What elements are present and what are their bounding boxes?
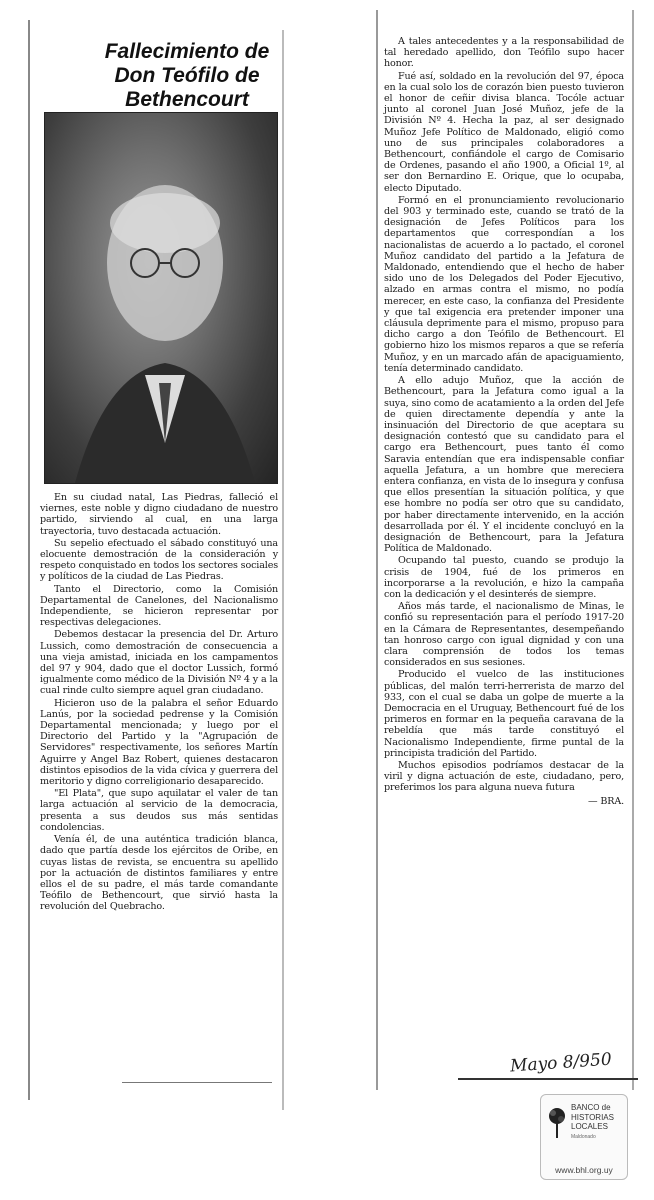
headline-line-3: Bethencourt: [125, 88, 249, 111]
logo-wordmark: [571, 1103, 625, 1142]
headline-line-1: Fallecimiento de: [104, 40, 270, 63]
right-paragraph: Ocupando tal puesto, cuando se produjo la crisis de 1904, fué de los primeros en incorporarse a la revolución, e hizo la campaña con la dedicación y el desinterés de siempre.: [384, 555, 624, 600]
bottom-rule-left: [122, 1082, 272, 1083]
banco-historias-locales-logo: [540, 1094, 628, 1180]
right-paragraph: Formó en el pronunciamiento revolucionario del 903 y terminado este, cuando se trató de la designación de Jefes Políticos para los departamentos que correspondían a los nacionalistas de acuerdo a lo pactado, el coronel Muñoz candidato del partido a la Jefatura de Maldonado, entendiendo que el hecho de haber sido uno de los Delegados del Poder Ejecutivo, alzado en armas contra el mismo, no podía merecer, en este caso, la confianza del Presidente y que tal exigencia era pretender imponer una cláusula deprimente para el mismo, propuso para dicho cargo a don Teófilo de Bethencourt. El gobierno hizo los mismos reparos a que se refería Muñoz, y en un marcado afán de apaciguamiento, tenía determinado candidato.: [384, 194, 624, 374]
scan-edge-right-clipping-right: [632, 10, 634, 1090]
left-paragraph: Venía él, de una auténtica tradición blanca, dado que partía desde los ejércitos de Oribe, en cuyas listas de revista, se encuentra su apellido por la actuación de distintos familiares y entre ellos el de su padre, el más tarde comandante Teófilo de Bethencourt, que sirvió hasta la revolución del Quebracho.: [40, 834, 278, 913]
handwritten-date: Mayo 8/950: [509, 1049, 613, 1077]
portrait-photo: [44, 112, 278, 484]
logo-url: www.bhl.org.uy: [555, 1165, 613, 1175]
right-paragraph: A tales antecedentes y a la responsabilidad de tal heredado apellido, don Teófilo supo hacer honor.: [384, 36, 624, 70]
right-column-text: [384, 36, 624, 807]
scan-edge-right-clipping-left: [376, 10, 378, 1090]
left-paragraph: "El Plata", que supo aquilatar el valer de tan larga actuación al servicio de la democracia, presenta a sus deudos sus más sentidas condolencias.: [40, 788, 278, 833]
logo-line-1: BANCO de: [571, 1103, 611, 1112]
logo-line-3: LOCALES: [571, 1122, 608, 1131]
tree-icon: [547, 1107, 567, 1141]
left-paragraph: Su sepelio efectuado el sábado constituyó una elocuente demostración de la consideración y respeto conquistado en todos los sectores sociales y políticos de la ciudad de Las Piedras.: [40, 537, 278, 583]
left-paragraph: En su ciudad natal, Las Piedras, falleció el viernes, este noble y digno ciudadano de nuestro partido, sirviendo al cual, en una larga trayectoria, tuvo destacada actuación.: [40, 492, 278, 537]
left-paragraph: Hicieron uso de la palabra el señor Eduardo Lanús, por la sociedad pedrense y la Comisión Departamental mencionada; y luego por el Directorio del Partido y la "Agrupación de Servidores" respectivamente, los señores Martín Aguirre y Angel Baz Robert, quienes destacaron distintos episodios de la vida cívica y guerrera del meritorio y digno correligionario desaparecido.: [40, 697, 278, 788]
bottom-rule-right: [458, 1078, 638, 1080]
right-paragraph: Años más tarde, el nacionalismo de Minas, le confió su representación para el período 1917-20 en la Cámara de Representantes, desempeñando tan honroso cargo con igual dignidad y con una clara comprensión de todos los temas considerados en sus sesiones.: [384, 601, 624, 669]
scan-edge-left-clipping: [28, 20, 30, 1100]
right-paragraph: Producido el vuelco de las instituciones públicas, del malón terri-herrerista de marzo del 933, con el cual se daba un golpe de muerte a la Democracia en el Uruguay, Bethencourt fué de los primeros en formar en la pequeña caravana de la rebeldía que más tarde constituyó el Nacionalismo Independiente, firme puntal de la principista tradición del Partido.: [384, 669, 624, 759]
author-signoff: — BRA.: [588, 795, 624, 807]
left-paragraph: Debemos destacar la presencia del Dr. Arturo Lussich, como demostración de consecuencia a una vieja amistad, iniciada en los campamentos del 97 y 904, dado que el doctor Lussich, formó igualmente como médico de la División Nº 4 y a la cual rinde culto siempre aquel gran ciudadano.: [40, 629, 278, 697]
right-paragraph: Fué así, soldado en la revolución del 97, época en la cual solo los de corazón bien puesto tuvieron el honor de ceñir divisa blanca. Tocóle actuar junto al coronel Juan José Muñoz, jefe de la División Nº 4. Hecha la paz, al ser designado Muñoz Jefe Político de Maldonado, eligió como uno de sus principales colaboradores a Bethencourt, confiándole el cargo de Comisario de Ordenes, pasando el año 1900, a Oficial 1º, al ser don Bernardino E. Orique, que lo ocupaba, electo Diputado.: [384, 70, 624, 194]
left-column-text: [40, 492, 278, 914]
portrait-photo-icon: [45, 113, 277, 483]
headline-line-2: Don Teófilo de: [114, 64, 260, 87]
left-paragraph: Tanto el Directorio, como la Comisión Departamental de Canelones, del Nacionalismo Independiente, se hicieron representar por respectivas delegaciones.: [40, 583, 278, 629]
article-headline: [82, 40, 292, 112]
logo-line-2: HISTORIAS: [571, 1112, 614, 1122]
logo-subtitle: Maldonado: [571, 1133, 596, 1140]
scan-edge-left-clipping-right: [282, 30, 284, 1110]
right-paragraph: Muchos episodios podríamos destacar de la viril y digna actuación de este, ciudadano, pero, preferimos los para alguna nueva futura: [384, 760, 624, 794]
right-paragraph: A ello adujo Muñoz, que la acción de Bethencourt, para la Jefatura como igual a la suya, sino como de acatamiento a la orden del Jefe de quien directamente dependía y ante la insinuación del Directorio de que aceptara su designación contestó que su candidato para el cargo era Bethencourt, pues tanto él como Saravia entendían que era indispensable confiar aquella Jefatura, a un hombre que mereciera entera confianza, en vista de lo insegura y confusa que ellos presentían la situación política, y que ese hombre no podía ser otro que su candidato, por haber directamente intervenido, en la acción desarrollada por él. Y el incidente concluyó en la designación de Bethencourt, para la Jefatura Política de Maldonado.: [384, 375, 624, 555]
